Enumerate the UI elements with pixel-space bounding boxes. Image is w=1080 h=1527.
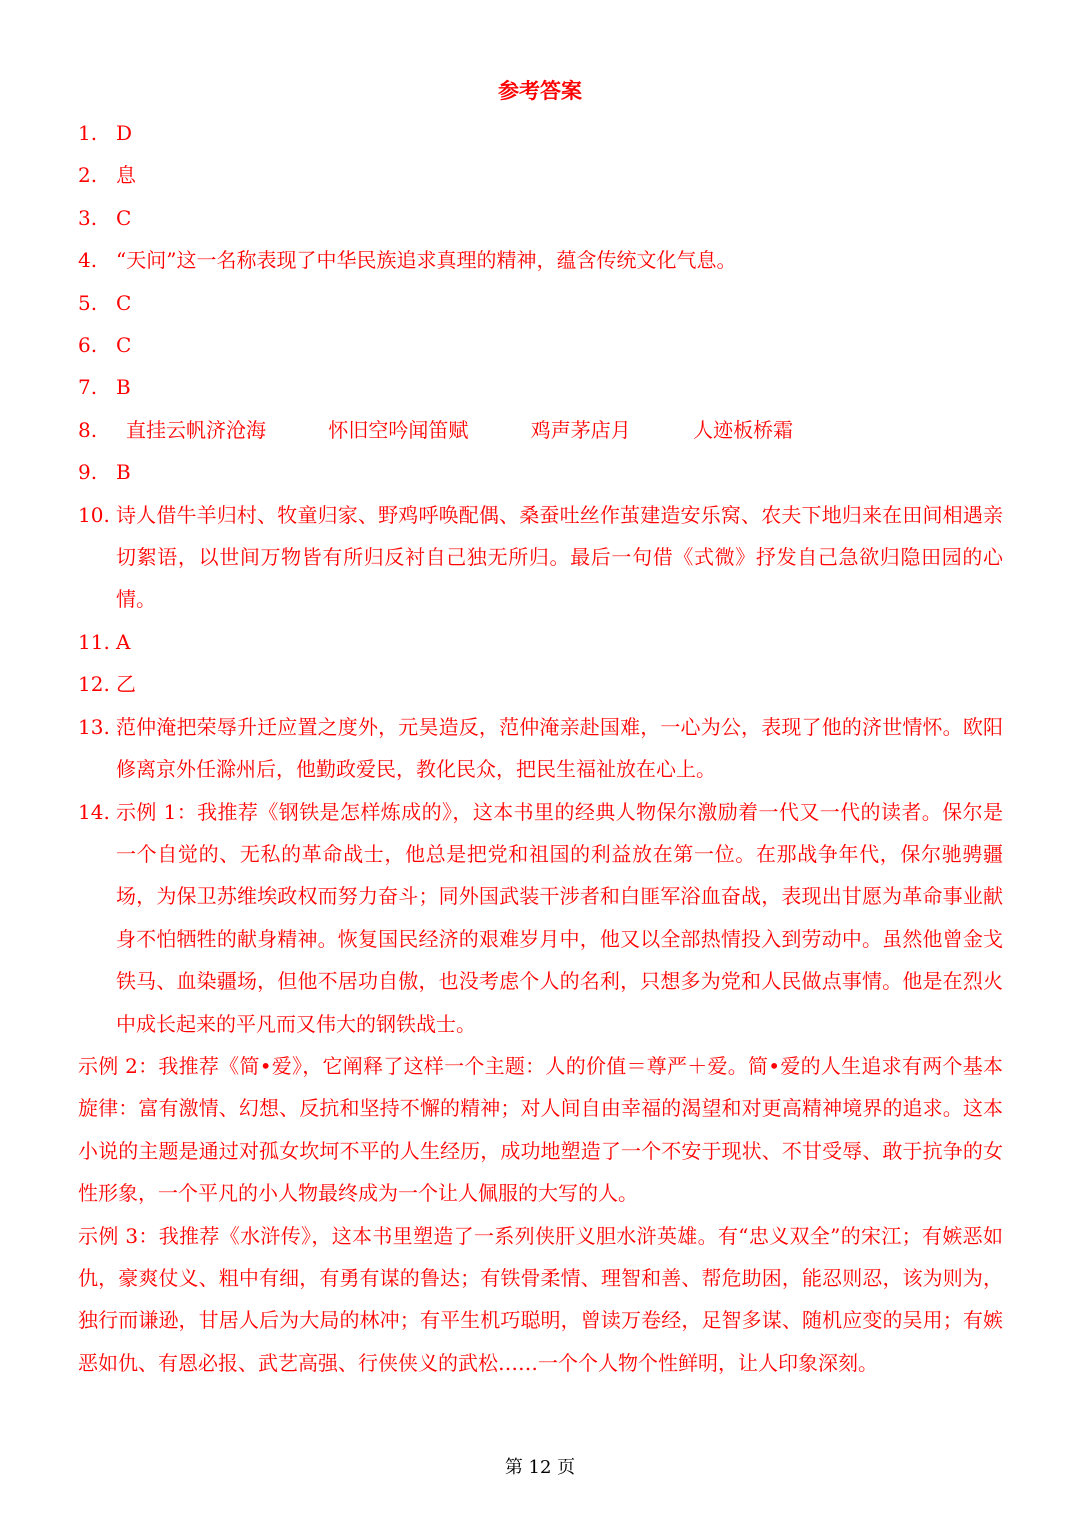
answer-text: “天问”这一名称表现了中华民族追求真理的精神，蕴含传统文化气息。 (116, 248, 737, 273)
poem-blanks (116, 409, 1003, 451)
answer-text: A (116, 629, 131, 654)
answer-item-10 (78, 494, 1003, 621)
answer-number: 11. (78, 629, 110, 654)
answer-number: 7. (78, 375, 98, 400)
answer-item-12 (78, 663, 1003, 705)
page-number: 第 12 页 (504, 1457, 576, 1478)
answer-item-11 (78, 621, 1003, 663)
answer-number: 12. (78, 672, 110, 697)
answer-text: 乙 (116, 672, 136, 697)
answer-number: 3. (78, 205, 98, 230)
answer-text: 息 (116, 163, 136, 188)
answer-item-14 (78, 791, 1003, 1045)
answer-list (78, 112, 1003, 1384)
poem-blank-answer: 怀旧空吟闻笛赋 (328, 417, 469, 442)
answer-number: 10. (78, 502, 110, 527)
answer-number: 9. (78, 460, 98, 485)
answer-item-8 (78, 409, 1003, 451)
answer-number: 14. (78, 799, 110, 824)
answer-text: B (116, 375, 131, 400)
answer-item-6 (78, 324, 1003, 366)
answer-number: 6. (78, 333, 98, 358)
example-paragraph-3: 示例 3：我推荐《水浒传》，这本书里塑造了一系列侠肝义胆水浒英雄。有“忠义双全”的宋江；有嫉恶如仇，豪爽仗义、粗中有细，有勇有谋的鲁达；有铁骨柔情、理智和善、帮危助困，能忍则忍，该为则为，独行而谦逊，甘居人后为大局的林冲；有平生机巧聪明，曾读万卷经，足智多谋、随机应变的吴用；有嫉恶如仇、有恩必报、武艺高强、行侠侠义的武松……一个个人物个性鲜明，让人印象深刻。 (78, 1223, 1003, 1375)
answer-item-13 (78, 706, 1003, 791)
answer-number: 4. (78, 248, 98, 273)
answer-item-4 (78, 239, 1003, 281)
page-title: 参考答案 (498, 79, 582, 103)
answer-text: C (116, 205, 132, 230)
poem-blank-answer: 直挂云帆济沧海 (126, 417, 266, 442)
answer-item-9 (78, 451, 1003, 493)
answer-text: B (116, 460, 131, 485)
answer-text: C (116, 290, 132, 315)
answer-item-2 (78, 154, 1003, 196)
answer-number: 8. (78, 417, 98, 442)
answer-text: D (116, 121, 133, 145)
answer-item-1 (78, 112, 1003, 154)
answer-number: 1. (78, 121, 98, 145)
answer-text: 诗人借牛羊归村、牧童归家、野鸡呼唤配偶、桑蚕吐丝作茧建造安乐窝、农夫下地归来在田间相遇亲切絮语，以世间万物皆有所归反衬自己独无所归。最后一句借《式微》抒发自己急欲归隐田园的心情。 (116, 502, 1003, 612)
answer-text: C (116, 333, 132, 358)
answer-item-3 (78, 197, 1003, 239)
poem-blank-answer: 人迹板桥霜 (693, 417, 794, 442)
answer-item-5 (78, 282, 1003, 324)
answer-text: 示例 1：我推荐《钢铁是怎样炼成的》，这本书里的经典人物保尔激励着一代又一代的读者。保尔是一个自觉的、无私的革命战士，他总是把党和祖国的利益放在第一位。在那战争年代，保尔驰骋疆场，为保卫苏维埃政权而努力奋斗；同外国武装干涉者和白匪军浴血奋战，表现出甘愿为革命事业献身不怕牺牲的献身精神。恢复国民经济的艰难岁月中，他又以全部热情投入到劳动中。虽然他曾金戈铁马、血染疆场，但他不居功自傲，也没考虑个人的名利，只想多为党和人民做点事情。他是在烈火中成长起来的平凡而又伟大的钢铁战士。 (116, 799, 1003, 1036)
answer-text: 范仲淹把荣辱升迁应置之度外，元昊造反，范仲淹亲赴国难，一心为公，表现了他的济世情怀。欧阳修离京外任滁州后，他勤政爱民，教化民众，把民生福祉放在心上。 (116, 714, 1003, 782)
answer-number: 5. (78, 290, 98, 315)
answer-number: 2. (78, 163, 98, 188)
poem-blank-answer: 鸡声茅店月 (530, 417, 631, 442)
answer-number: 13. (78, 714, 110, 739)
answer-item-7 (78, 366, 1003, 408)
example-paragraph-2: 示例 2：我推荐《简•爱》，它阐释了这样一个主题：人的价值＝尊严＋爱。简•爱的人生追求有两个基本旋律：富有激情、幻想、反抗和坚持不懈的精神；对人间自由幸福的渴望和对更高精神境界的追求。这本小说的主题是通过对孤女坎坷不平的人生经历，成功地塑造了一个不安于现状、不甘受辱、敢于抗争的女性形象，一个平凡的小人物最终成为一个让人佩服的大写的人。 (78, 1053, 1003, 1206)
